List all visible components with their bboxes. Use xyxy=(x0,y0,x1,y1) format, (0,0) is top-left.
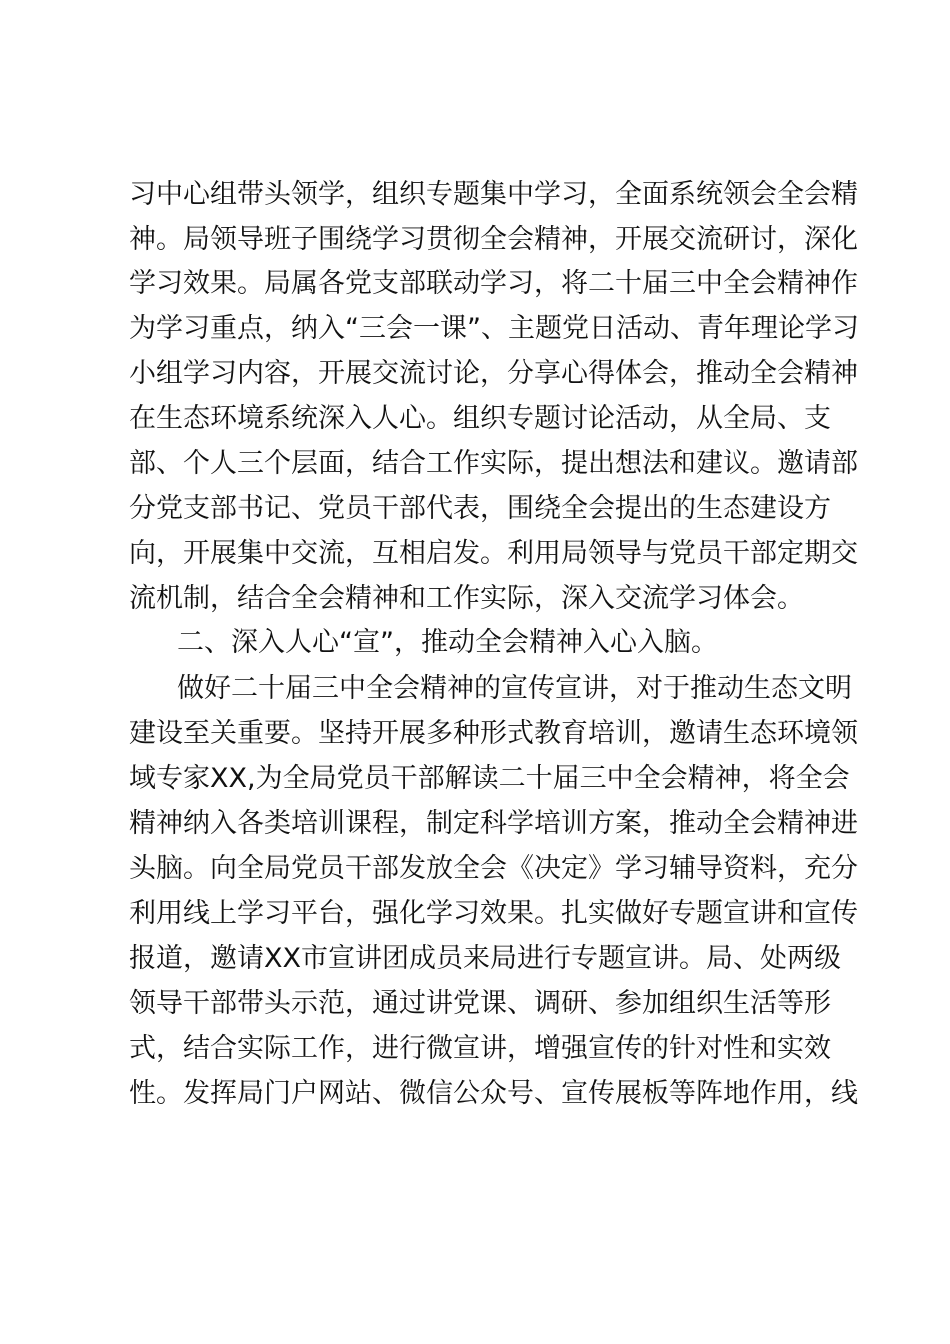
paragraph-line: 式，结合实际工作，进行微宣讲，增强宣传的针对性和实效 xyxy=(129,1033,831,1064)
paragraph-line: 利用线上学习平台，强化学习效果。扎实做好专题宣讲和宣传 xyxy=(129,898,858,929)
paragraph-line: 报道，邀请XX市宣讲团成员来局进行专题宣讲。局、处两级 xyxy=(129,943,841,974)
paragraph-line: 做好二十届三中全会精神的宣传宣讲，对于推动生态文明 xyxy=(177,673,852,704)
paragraph-line: 部、个人三个层面，结合工作实际，提出想法和建议。邀请部 xyxy=(129,448,858,479)
paragraph-line: 头脑。向全局党员干部发放全会《决定》学习辅导资料，充分 xyxy=(129,853,858,884)
paragraph-line: 流机制，结合全会精神和工作实际，深入交流学习体会。 xyxy=(129,583,804,614)
paragraph-line: 习中心组带头领学，组织专题集中学习，全面系统领会全会精 xyxy=(129,179,858,210)
paragraph-line: 小组学习内容，开展交流讨论，分享心得体会，推动全会精神 xyxy=(129,358,858,389)
paragraph-line: 建设至关重要。坚持开展多种形式教育培训，邀请生态环境领 xyxy=(129,718,858,749)
paragraph-line: 性。发挥局门户网站、微信公众号、宣传展板等阵地作用，线 xyxy=(129,1078,858,1109)
paragraph-line: 领导干部带头示范，通过讲党课、调研、参加组织生活等形 xyxy=(129,988,831,1019)
paragraph-line: 向，开展集中交流，互相启发。利用局领导与党员干部定期交 xyxy=(129,538,858,569)
paragraph-line: 学习效果。局属各党支部联动学习，将二十届三中全会精神作 xyxy=(129,268,858,299)
paragraph-line: 神。局领导班子围绕学习贯彻全会精神，开展交流研讨，深化 xyxy=(129,224,858,255)
paragraph-line: 域专家XX,为全局党员干部解读二十届三中全会精神，将全会 xyxy=(129,763,850,794)
paragraph-line: 分党支部书记、党员干部代表，围绕全会提出的生态建设方 xyxy=(129,493,831,524)
section-heading: 二、深入人心“宣”，推动全会精神入心入脑。 xyxy=(177,627,718,658)
paragraph-line: 精神纳入各类培训课程，制定科学培训方案，推动全会精神进 xyxy=(129,808,858,839)
paragraph-line: 为学习重点，纳入“三会一课”、主题党日活动、青年理论学习 xyxy=(129,313,859,344)
paragraph-line: 在生态环境系统深入人心。组织专题讨论活动，从全局、支 xyxy=(129,403,831,434)
